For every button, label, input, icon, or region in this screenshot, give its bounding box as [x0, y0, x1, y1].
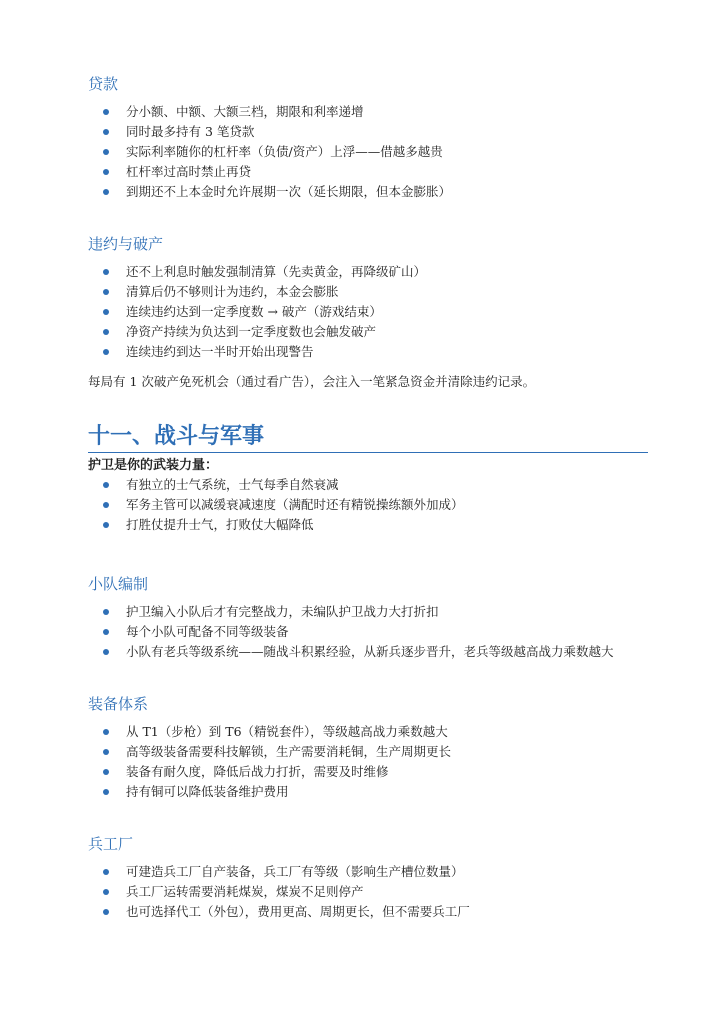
bullet-dot-icon [103, 349, 109, 355]
list-item [88, 142, 451, 162]
list-item [88, 902, 470, 922]
list-item-text: 实际利率随你的杠杆率（负债/资产）上浮——借越多越贵 [126, 144, 443, 159]
bullet-dot-icon [103, 729, 109, 735]
list-item [88, 122, 451, 142]
bullet-list-loans [88, 102, 451, 202]
section-heading-default: 违约与破产 [88, 235, 164, 253]
bullet-dot-icon [103, 522, 109, 528]
section-equipment [88, 694, 451, 802]
bullet-dot-icon [103, 149, 109, 155]
list-item [88, 262, 426, 282]
list-item [88, 475, 648, 495]
list-item [88, 342, 426, 362]
bullet-dot-icon [103, 329, 109, 335]
bullet-dot-icon [103, 629, 109, 635]
list-item [88, 622, 614, 642]
bullet-dot-icon [103, 649, 109, 655]
bullet-dot-icon [103, 769, 109, 775]
list-item-text: 净资产持续为负达到一定季度数也会触发破产 [126, 324, 377, 339]
section-heading-arsenal: 兵工厂 [88, 835, 134, 853]
list-item-text: 连续违约到达一半时开始出现警告 [126, 344, 314, 359]
list-item [88, 882, 470, 902]
list-item [88, 742, 451, 762]
section-default-bankruptcy [88, 234, 426, 362]
list-item [88, 302, 426, 322]
list-item-text: 持有铜可以降低装备维护费用 [126, 784, 289, 799]
list-item [88, 282, 426, 302]
list-item [88, 642, 614, 662]
list-item-text: 清算后仍不够则计为违约，本金会膨胀 [126, 284, 339, 299]
list-item-text: 有独立的士气系统，士气每季自然衰减 [126, 477, 339, 492]
list-item [88, 495, 648, 515]
list-item [88, 782, 451, 802]
list-item-text: 还不上利息时触发强制清算（先卖黄金，再降级矿山） [126, 264, 427, 279]
list-item-text: 也可选择代工（外包），费用更高、周期更长，但不需要兵工厂 [126, 904, 470, 919]
list-item [88, 602, 614, 622]
bullet-list-combat [88, 475, 648, 535]
bullet-dot-icon [103, 129, 109, 135]
list-item-text: 装备有耐久度，降低后战力打折，需要及时维修 [126, 764, 389, 779]
list-item-text: 杠杆率过高时禁止再贷 [126, 164, 252, 179]
bullet-dot-icon [103, 609, 109, 615]
section-arsenal [88, 834, 470, 922]
bullet-dot-icon [103, 482, 109, 488]
list-item-text: 到期还不上本金时允许展期一次（延长期限，但本金膨胀） [126, 184, 452, 199]
section-heading-loans: 贷款 [88, 75, 119, 93]
list-item-text: 可建造兵工厂自产装备，兵工厂有等级（影响生产槽位数量） [126, 864, 464, 879]
list-item-text: 同时最多持有 3 笔贷款 [126, 124, 255, 139]
bullet-dot-icon [103, 189, 109, 195]
list-item-text: 高等级装备需要科技解锁，生产需要消耗铜，生产周期更长 [126, 744, 452, 759]
section-squad [88, 574, 614, 662]
bullet-dot-icon [103, 269, 109, 275]
section-combat [88, 422, 648, 535]
bankruptcy-note-paragraph: 每局有 1 次破产免死机会（通过看广告），会注入一笔紧急资金并清除违约记录。 [88, 374, 536, 389]
combat-intro: 护卫是你的武装力量： [88, 458, 219, 473]
bullet-list-equipment [88, 722, 451, 802]
bullet-dot-icon [103, 309, 109, 315]
section-heading-squad: 小队编制 [88, 575, 149, 593]
list-item-text: 小队有老兵等级系统——随战斗积累经验，从新兵逐步晋升，老兵等级越高战力乘数越大 [126, 644, 614, 659]
list-item-text: 连续违约达到一定季度数 → 破产（游戏结束） [126, 304, 382, 319]
list-item-text: 军务主管可以减缓衰减速度（满配时还有精锐操练额外加成） [126, 497, 464, 512]
bullet-dot-icon [103, 169, 109, 175]
list-item-text: 打胜仗提升士气，打败仗大幅降低 [126, 517, 314, 532]
list-item-text: 兵工厂运转需要消耗煤炭，煤炭不足则停产 [126, 884, 364, 899]
list-item [88, 102, 451, 122]
bullet-dot-icon [103, 749, 109, 755]
list-item-text: 从 T1（步枪）到 T6（精锐套件），等级越高战力乘数越大 [126, 724, 448, 739]
list-item [88, 322, 426, 342]
bullet-list-arsenal [88, 862, 470, 922]
list-item [88, 722, 451, 742]
bullet-dot-icon [103, 289, 109, 295]
chapter-heading-combat: 十一、战斗与军事 [88, 422, 648, 453]
list-item [88, 162, 451, 182]
list-item-text: 分小额、中额、大额三档，期限和利率递增 [126, 104, 364, 119]
bullet-dot-icon [103, 789, 109, 795]
bullet-dot-icon [103, 889, 109, 895]
list-item [88, 762, 451, 782]
bullet-list-squad [88, 602, 614, 662]
section-heading-equipment: 装备体系 [88, 695, 149, 713]
bullet-dot-icon [103, 109, 109, 115]
list-item-text: 护卫编入小队后才有完整战力，未编队护卫战力大打折扣 [126, 604, 439, 619]
list-item-text: 每个小队可配备不同等级装备 [126, 624, 289, 639]
bullet-dot-icon [103, 909, 109, 915]
list-item [88, 515, 648, 535]
section-loans [88, 74, 451, 202]
bullet-dot-icon [103, 502, 109, 508]
list-item [88, 182, 451, 202]
bullet-list-default [88, 262, 426, 362]
bullet-dot-icon [103, 869, 109, 875]
list-item [88, 862, 470, 882]
